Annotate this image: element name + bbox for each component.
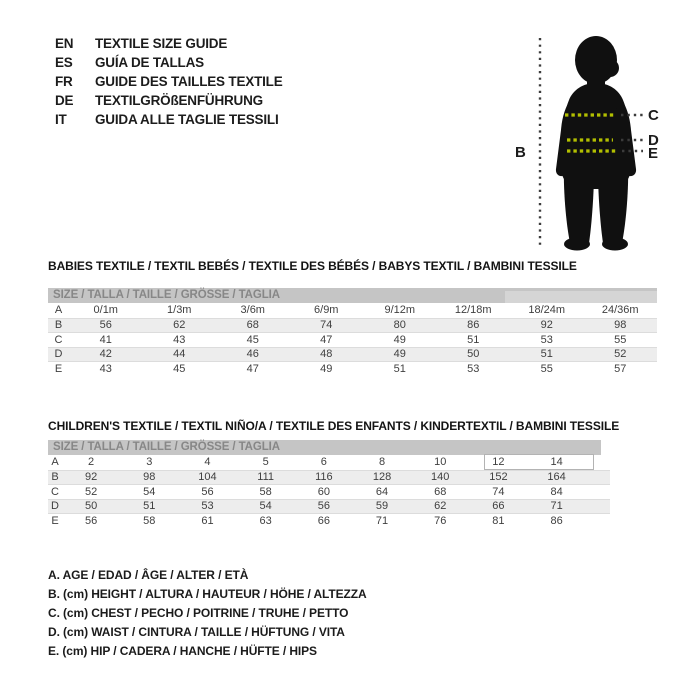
size-cell: 8 — [378, 456, 386, 469]
language-code: DE — [55, 93, 74, 108]
row-label: A — [54, 304, 63, 317]
size-cell: 51 — [143, 500, 156, 513]
row-label: C — [51, 485, 59, 498]
size-cell: 48 — [320, 348, 333, 361]
size-cell: 66 — [492, 500, 505, 513]
size-cell: 53 — [540, 333, 553, 346]
size-cell: 111 — [257, 471, 275, 484]
size-cell: 51 — [467, 333, 480, 346]
size-cell: 9/12m — [384, 304, 416, 317]
size-cell: 56 — [201, 485, 214, 498]
size-cell: 41 — [99, 333, 112, 346]
size-cell: 58 — [259, 485, 272, 498]
size-cell: 62 — [434, 500, 447, 513]
babies-section-title: BABIES TEXTILE / TEXTIL BEBÉS / TEXTILE DES BÉBÉS / BABYS TEXTIL / BAMBINI TESSILE — [48, 259, 577, 273]
size-cell: 46 — [246, 348, 259, 361]
size-cell: 59 — [375, 500, 389, 513]
size-cell: 92 — [540, 319, 553, 332]
size-cell: 56 — [99, 319, 112, 332]
size-cell: 98 — [614, 319, 627, 332]
size-cell: 140 — [431, 471, 450, 484]
table-row — [48, 361, 657, 376]
language-list — [55, 34, 283, 129]
size-cell: 54 — [259, 500, 272, 513]
size-cell: 50 — [467, 348, 480, 361]
legend-item: A. AGE / EDAD / ÂGE / ALTER / ETÀ — [48, 567, 249, 582]
size-cell: 6/9m — [314, 304, 339, 317]
legend-item: E. (cm) HIP / CADERA / HANCHE / HÜFTE / HIPS — [48, 644, 317, 659]
size-cell: 51 — [540, 348, 553, 361]
size-cell: 71 — [550, 500, 563, 513]
size-cell: 55 — [614, 333, 627, 346]
size-cell: 54 — [143, 485, 156, 498]
size-cell: 18/24m — [528, 304, 566, 317]
size-cell: 45 — [246, 333, 259, 346]
chest-label: C — [648, 107, 659, 124]
size-cell: 12 — [492, 456, 505, 469]
size-cell: 52 — [614, 348, 627, 361]
size-cell: 55 — [540, 362, 553, 375]
table-row — [48, 513, 610, 528]
language-row — [55, 110, 283, 129]
size-cell: 3 — [146, 456, 153, 469]
size-cell: 71 — [375, 514, 389, 527]
table-row — [48, 318, 657, 333]
size-cell: 58 — [143, 514, 156, 527]
row-label: E — [54, 362, 63, 375]
language-row — [55, 34, 283, 53]
size-cell: 2 — [88, 456, 95, 469]
size-cell: 116 — [315, 471, 333, 484]
size-cell: 0/1m — [93, 304, 118, 317]
size-cell: 43 — [99, 362, 112, 375]
children-section-title: CHILDREN'S TEXTILE / TEXTIL NIÑO/A / TEXTILE DES ENFANTS / KINDERTEXTIL / BAMBINI TESSILE — [48, 419, 620, 433]
size-cell: 49 — [393, 333, 406, 346]
size-cell: 12/18m — [454, 304, 492, 317]
size-cell: 1/3m — [167, 304, 192, 317]
size-cell: 3/6m — [240, 304, 265, 317]
size-cell: 128 — [372, 471, 392, 484]
height-label: B — [515, 144, 526, 161]
size-cell: 74 — [492, 485, 505, 498]
size-cell: 44 — [173, 348, 186, 361]
size-cell: 76 — [434, 514, 447, 527]
row-label: A — [51, 456, 59, 469]
size-cell: 43 — [173, 333, 186, 346]
language-row — [55, 91, 283, 110]
language-row — [55, 72, 283, 91]
language-label: TEXTILGRÖßENFÜHRUNG — [95, 93, 263, 108]
measurement-legend — [48, 565, 367, 661]
legend-item: C. (cm) CHEST / PECHO / POITRINE / TRUHE / PETTO — [48, 605, 349, 620]
babies-table-body — [48, 303, 657, 376]
language-label: GUÍA DE TALLAS — [95, 55, 204, 70]
size-cell: 42 — [99, 348, 112, 361]
size-cell: 51 — [393, 362, 406, 375]
size-cell: 60 — [317, 485, 330, 498]
size-cell: 104 — [198, 471, 217, 484]
size-cell: 92 — [84, 471, 98, 484]
size-cell: 49 — [320, 362, 333, 375]
size-cell: 56 — [317, 500, 330, 513]
table-row — [48, 470, 610, 485]
table-row — [48, 484, 610, 499]
size-cell: 57 — [614, 362, 627, 375]
babies-table-header-label: SIZE / TALLA / TAILLE / GRÖSSE / TAGLIA — [53, 289, 280, 301]
language-code: EN — [55, 36, 74, 51]
size-cell: 56 — [84, 514, 98, 527]
language-label: GUIDA ALLE TAGLIE TESSILI — [95, 112, 279, 127]
size-cell: 53 — [201, 500, 214, 513]
legend-item: B. (cm) HEIGHT / ALTURA / HAUTEUR / HÖHE / ALTEZZA — [48, 586, 367, 601]
children-table-header-label: SIZE / TALLA / TAILLE / GRÖSSE / TAGLIA — [53, 441, 280, 453]
babies-table-header — [48, 288, 657, 303]
size-cell: 10 — [434, 456, 447, 469]
size-cell: 152 — [489, 471, 508, 484]
size-cell: 53 — [467, 362, 480, 375]
legend-item: D. (cm) WAIST / CINTURA / TAILLE / HÜFTUNG / VITA — [48, 625, 345, 640]
size-cell: 5 — [262, 456, 269, 469]
size-cell: 66 — [317, 514, 330, 527]
row-label: B — [54, 319, 63, 332]
size-cell: 61 — [201, 514, 214, 527]
table-row — [48, 303, 657, 318]
row-label: E — [51, 514, 59, 527]
children-table-header — [48, 440, 601, 455]
size-cell: 4 — [204, 456, 211, 469]
row-label: C — [54, 333, 63, 346]
language-label: TEXTILE SIZE GUIDE — [95, 36, 228, 51]
size-cell: 52 — [84, 485, 98, 498]
size-cell: 47 — [320, 333, 333, 346]
size-cell: 68 — [434, 485, 447, 498]
size-cell: 84 — [550, 485, 563, 498]
language-row — [55, 53, 283, 72]
size-cell: 63 — [259, 514, 272, 527]
babies-size-table — [48, 288, 657, 376]
size-cell: 98 — [143, 471, 156, 484]
children-table-body — [48, 455, 610, 528]
size-cell: 62 — [173, 319, 186, 332]
size-cell: 81 — [492, 514, 505, 527]
size-cell: 164 — [547, 471, 566, 484]
size-cell: 74 — [320, 319, 333, 332]
language-code: FR — [55, 74, 73, 89]
size-cell: 24/36m — [601, 304, 639, 317]
size-cell: 80 — [393, 319, 406, 332]
size-cell: 50 — [84, 500, 98, 513]
children-size-table — [48, 440, 610, 528]
size-cell: 64 — [375, 485, 389, 498]
language-code: IT — [55, 112, 67, 127]
size-cell: 68 — [246, 319, 259, 332]
size-cell: 86 — [467, 319, 480, 332]
table-row — [48, 332, 657, 347]
language-code: ES — [55, 55, 73, 70]
row-label: B — [51, 471, 59, 484]
table-row — [48, 499, 610, 514]
size-cell: 86 — [550, 514, 563, 527]
size-cell: 6 — [320, 456, 327, 469]
size-cell: 14 — [550, 456, 563, 469]
waist-label: D — [648, 132, 659, 149]
table-row — [48, 455, 610, 470]
child-silhouette-icon — [556, 36, 636, 251]
row-label: D — [54, 348, 63, 361]
size-cell: 47 — [246, 362, 259, 375]
measurement-figure — [490, 25, 690, 260]
row-label: D — [51, 500, 59, 513]
size-cell: 49 — [393, 348, 406, 361]
language-label: GUIDE DES TAILLES TEXTILE — [95, 74, 283, 89]
hip-label: E — [648, 145, 659, 162]
size-cell: 45 — [173, 362, 186, 375]
table-row — [48, 347, 657, 362]
